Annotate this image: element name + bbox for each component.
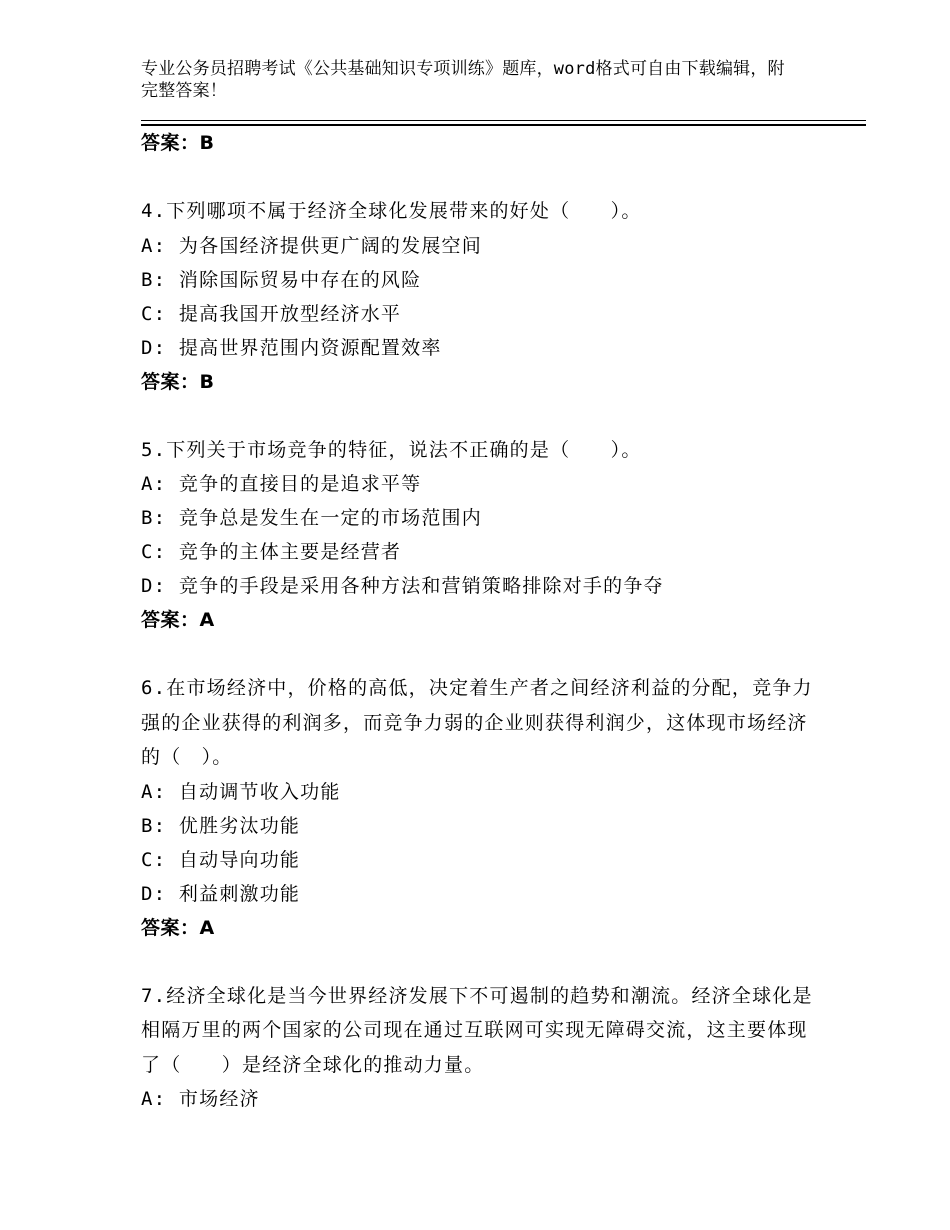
question-7 [141, 979, 821, 1117]
header-divider [141, 120, 866, 121]
option-b: B: 消除国际贸易中存在的风险 [141, 268, 422, 291]
page-header: 专业公务员招聘考试《公共基础知识专项训练》题库，word格式可自由下载编辑，附完整答案！ [141, 59, 785, 101]
answer-label: 答案：B [141, 132, 215, 154]
question-6 [141, 671, 821, 945]
option-c: C: 提高我国开放型经济水平 [141, 302, 402, 325]
question-stem: 5.下列关于市场竞争的特征，说法不正确的是（ ）。 [141, 438, 642, 461]
option-a: A: 自动调节收入功能 [141, 780, 341, 803]
question-stem: 7.经济全球化是当今世界经济发展下不可遏制的趋势和潮流。经济全球化是相隔万里的两个国家的公司现在通过互联网可实现无障碍交流，这主要体现了（ ）是经济全球化的推动力量。 [141, 984, 813, 1076]
option-c: C: 自动导向功能 [141, 848, 301, 871]
option-a: A: 竞争的直接目的是追求平等 [141, 473, 422, 495]
answer-label: 答案：A [141, 916, 215, 939]
option-a: A: 为各国经济提供更广阔的发展空间 [141, 234, 482, 257]
option-b: B: 优胜劣汰功能 [141, 814, 301, 837]
option-d: D: 竞争的手段是采用各种方法和营销策略排除对手的争夺 [141, 575, 664, 597]
option-a: A: 市场经济 [141, 1088, 260, 1110]
option-b: B: 竞争总是发生在一定的市场范围内 [141, 507, 482, 529]
answer-label: 答案：A [141, 609, 215, 631]
option-c: C: 竞争的主体主要是经营者 [141, 541, 402, 563]
question-4 [141, 194, 821, 399]
option-d: D: 利益刺激功能 [141, 882, 301, 905]
answer-label: 答案：B [141, 370, 215, 393]
option-d: D: 提高世界范围内资源配置效率 [141, 336, 442, 359]
question-5 [141, 433, 821, 638]
question-stem: 6.在市场经济中，价格的高低，决定着生产者之间经济利益的分配，竞争力强的企业获得的利润多，而竞争力弱的企业则获得利润少，这体现市场经济的（ ）。 [141, 677, 813, 768]
question-list [141, 126, 821, 1116]
question-stem: 4.下列哪项不属于经济全球化发展带来的好处（ ）。 [141, 200, 642, 222]
